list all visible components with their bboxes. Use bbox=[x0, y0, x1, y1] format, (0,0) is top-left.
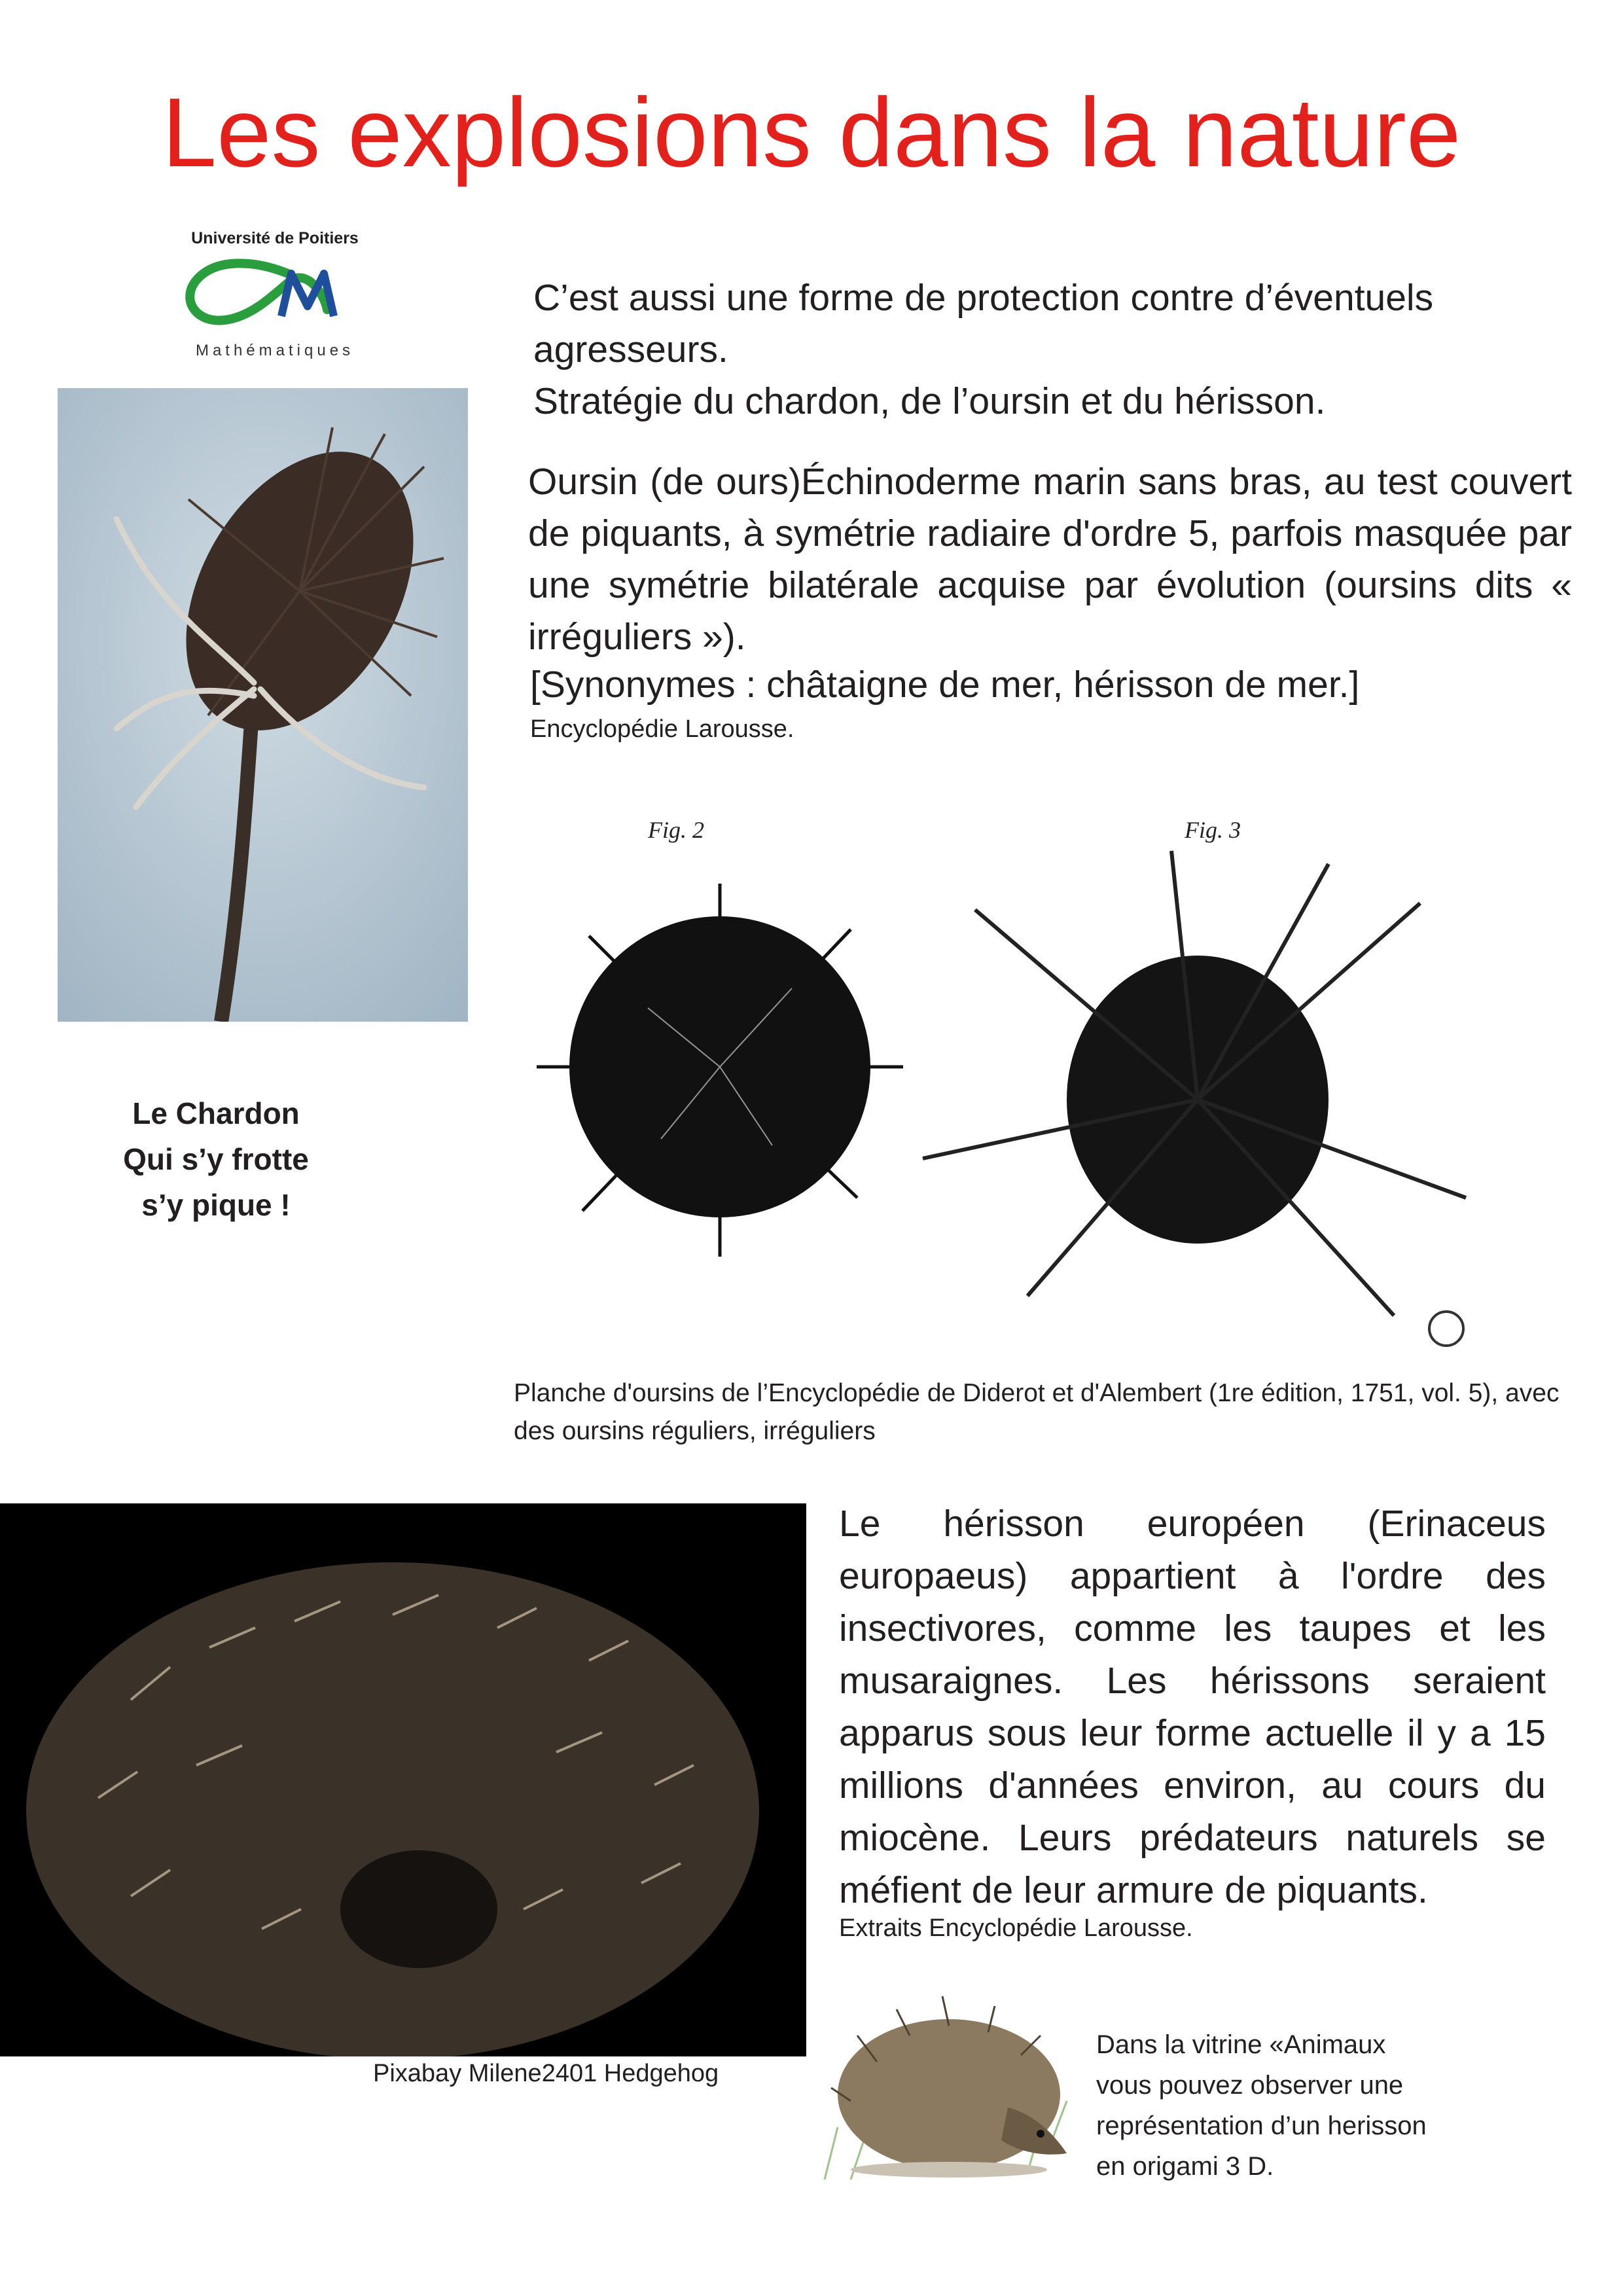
hedgehog-photo bbox=[0, 1503, 806, 2056]
vitrine-line-4: en origami 3 D. bbox=[1096, 2152, 1274, 2181]
thistle-photo bbox=[58, 388, 468, 1022]
vitrine-note bbox=[1096, 2024, 1515, 2187]
chardon-line-1: Le Chardon bbox=[132, 1096, 300, 1130]
thistle-image bbox=[58, 388, 468, 1022]
hedgehog-illustration bbox=[812, 1957, 1080, 2186]
vitrine-line-2: vous pouvez observer une bbox=[1096, 2071, 1404, 2100]
intro-text bbox=[533, 272, 1554, 427]
vitrine-line-3: représentation d’un herisson bbox=[1096, 2111, 1427, 2140]
oursin-definition: Oursin (de ours)Échinoderme marin sans bras, au test couvert de piquants, à symétrie radiaire d'ordre 5, parfois masquée par une symétrie bilatérale acquise par évolution (oursins dits « irréguliers »). bbox=[528, 461, 1572, 658]
sea-urchin-plate bbox=[517, 792, 1499, 1348]
logo-top-text: Université de Poitiers bbox=[191, 229, 359, 247]
herisson-source: Extraits Encyclopédie Larousse. bbox=[839, 1914, 1193, 1942]
page-title: Les explosions dans la nature bbox=[162, 77, 1461, 187]
vitrine-line-1: Dans la vitrine «Animaux bbox=[1096, 2030, 1386, 2059]
fig-2-label: Fig. 2 bbox=[648, 817, 704, 843]
intro-line-1: C’est aussi une forme de protection contre d’éventuels agresseurs. bbox=[533, 277, 1434, 370]
hedgehog-photo-image bbox=[0, 1503, 806, 2056]
plate-caption: Planche d'oursins de l’Encyclopédie de Diderot et d'Alembert (1re édition, 1751, vol. 5), avec des oursins réguliers, irréguliers bbox=[514, 1379, 1560, 1445]
chardon-line-2: Qui s’y frotte bbox=[123, 1142, 309, 1176]
hedgehog-drawing bbox=[812, 1957, 1080, 2186]
university-logo bbox=[164, 229, 386, 367]
logo-bottom-text: Mathématiques bbox=[195, 342, 355, 359]
chardon-caption bbox=[98, 1090, 334, 1228]
herisson-text: Le hérisson européen (Erinaceus europaeus) appartient à l'ordre des insectivores, comme les taupes et les musaraignes. Les hérissons seraient apparus sous leur forme actuelle il y a 15 millions d'années environ, au cours du miocène. Leurs prédateurs naturels se méfient de leur armure de piquants. bbox=[839, 1503, 1546, 1911]
chardon-line-3: s’y pique ! bbox=[141, 1188, 291, 1222]
sea-urchin-illustration bbox=[517, 792, 1499, 1348]
intro-line-2: Stratégie du chardon, de l’oursin et du hérisson. bbox=[533, 380, 1326, 422]
oursin-synonyms: [Synonymes : châtaigne de mer, hérisson de mer.] bbox=[530, 664, 1360, 706]
logo-mark-icon bbox=[177, 254, 373, 339]
oursin-source: Encyclopédie Larousse. bbox=[530, 715, 794, 743]
fig-3-label: Fig. 3 bbox=[1185, 817, 1241, 843]
photo-caption: Pixabay Milene2401 Hedgehog bbox=[373, 2060, 719, 2087]
